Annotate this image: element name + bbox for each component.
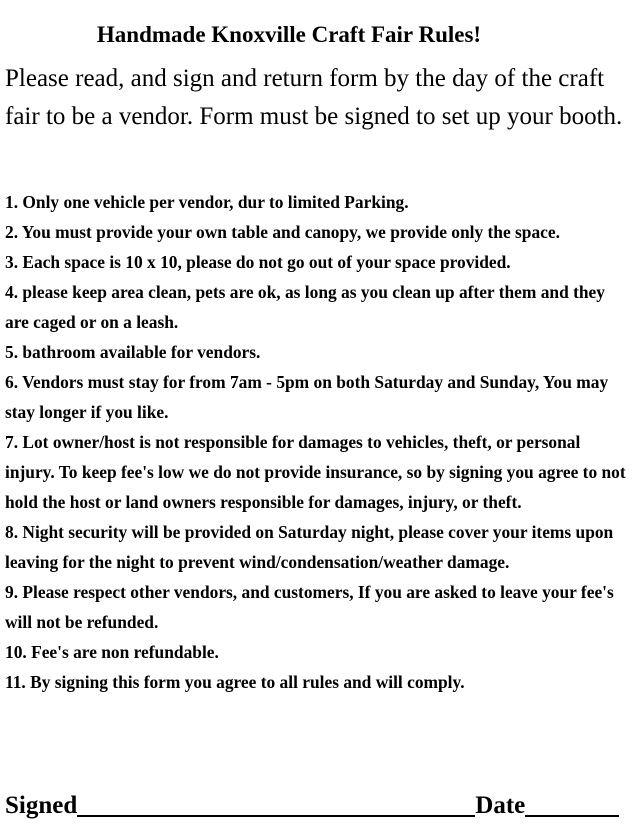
rules-list [5, 187, 633, 697]
date-label: Date [475, 792, 526, 819]
rule-item: 11. By signing this form you agree to all rules and will comply. [5, 672, 465, 692]
rule-item: 5. bathroom available for vendors. [5, 342, 261, 362]
date-blank[interactable] [525, 789, 619, 817]
rule-item: 3. Each space is 10 x 10, please do not go out of your space provided. [5, 252, 511, 272]
document-title: Handmade Knoxville Craft Fair Rules! [96, 22, 482, 47]
rule-item: 6. Vendors must stay for from 7am - 5pm on both Saturday and Sunday, You may stay longer if you like. [5, 372, 609, 422]
rule-item: 10. Fee's are non refundable. [5, 642, 219, 662]
rule-item: 1. Only one vehicle per vendor, dur to limited Parking. [5, 192, 409, 212]
rule-item: 8. Night security will be provided on Saturday night, please cover your items upon leaving for the night to prevent wind/condensation/weather damage. [5, 522, 614, 572]
signed-label: Signed [5, 792, 78, 819]
rule-item: 2. You must provide your own table and canopy, we provide only the space. [5, 222, 560, 242]
rule-item: 4. please keep area clean, pets are ok, as long as you clean up after them and they are caged or on a leash. [5, 282, 605, 332]
signature-row [5, 785, 635, 826]
rule-item: 7. Lot owner/host is not responsible for damages to vehicles, theft, or personal injury. To keep fee's low we do not provide insurance, so by signing you agree to not hold the host or land owners responsible for damages, injury, or theft. [5, 432, 626, 512]
intro-paragraph: Please read, and sign and return form by the day of the craft fair to be a vendor. Form must be signed to set up your booth. [5, 65, 623, 130]
rule-item: 9. Please respect other vendors, and customers, If you are asked to leave your fee's will not be refunded. [5, 582, 614, 632]
signature-blank[interactable] [77, 789, 475, 817]
